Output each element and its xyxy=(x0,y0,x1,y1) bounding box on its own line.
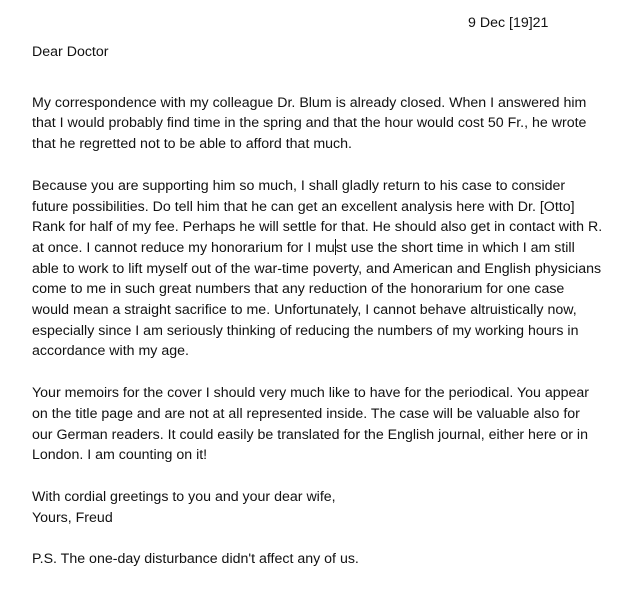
postscript: P.S. The one-day disturbance didn't affect any of us. xyxy=(32,551,359,568)
paragraph-fee-text-end: st use the short time in which I am still able to work to lift myself out of the war-time poverty, and American and English physicians come to me in such great numbers that any reduction of the honorarium for one case would mean a straight sacrifice to me. Unfortunately, I cannot behave altruistically now, especially since I am seriously thinking of reducing the numbers of my working hours in accordance with my age. xyxy=(32,239,602,360)
paragraph-memoirs: Your memoirs for the cover I should very much like to have for the periodical. You appear on the title page and are not at all represented inside. The case will be valuable also for our German readers. It could easily be translated for the English journal, either here or in London. I am counting on it! xyxy=(32,385,590,464)
letter-date: 9 Dec [19]21 xyxy=(468,15,549,31)
closing-greeting: With cordial greetings to you and your dear wife, xyxy=(32,488,336,505)
paragraph-correspondence: My correspondence with my colleague Dr. Blum is already closed. When I answered him that I would probably find time in the spring and that the hour would cost 50 Fr., he wrote that he regretted not to be able to afford that much. xyxy=(32,94,587,153)
signature: Yours, Freud xyxy=(32,509,113,526)
paragraph-fee xyxy=(32,176,604,362)
letter-body[interactable] xyxy=(32,42,604,570)
signature-block xyxy=(32,487,604,528)
paragraph-fee-text-start: Because you are supporting him so much, I shall gladly return to his case to consider future possibilities. Do tell him that he can get an excellent analysis here with Dr. [Otto] Rank for half of my fee. Perhaps he will settle for that. He should also get in contact with R. at once. I cannot reduce my honorarium for I mu xyxy=(32,177,603,256)
salutation: Dear Doctor xyxy=(32,44,109,60)
